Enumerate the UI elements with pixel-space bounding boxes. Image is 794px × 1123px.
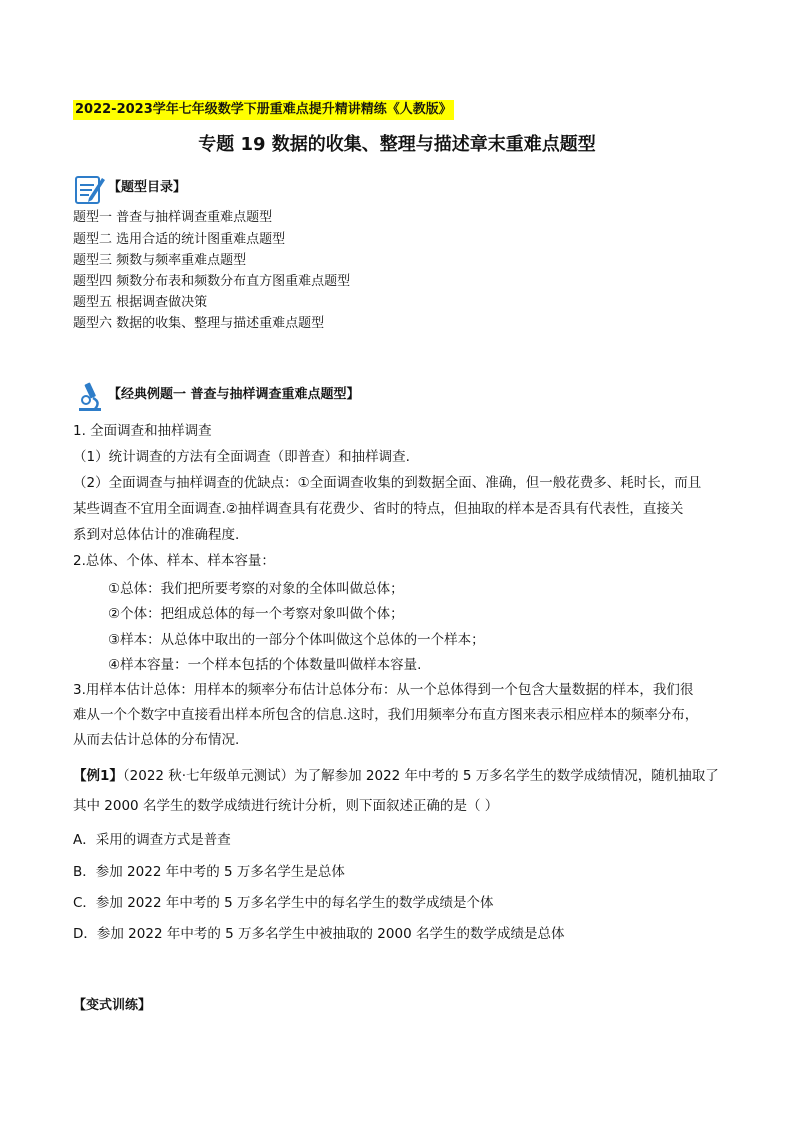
notebook-pen-icon — [73, 172, 107, 206]
toc-item: 题型三 频数与频率重难点题型 — [73, 253, 247, 268]
toc-item: 题型一 普查与抽样调查重难点题型 — [73, 210, 273, 225]
paragraph: 1. 全面调查和抽样调查 — [73, 423, 212, 439]
definition-item: ③样本：从总体中取出的一部分个体叫做这个总体的一个样本； — [108, 632, 485, 648]
example-section-heading: 【经典例题一 普查与抽样调查重难点题型】 — [108, 387, 360, 402]
example-label: 【例1】 — [73, 768, 123, 784]
document-title: 专题 19 数据的收集、整理与描述章末重难点题型 — [198, 134, 596, 155]
paragraph: （1）统计调查的方法有全面调查（即普查）和抽样调查. — [73, 449, 410, 465]
toc-heading: 【题型目录】 — [108, 180, 187, 195]
example-stem-line: （2022 秋·七年级单元测试）为了解参加 2022 年中考的 5 万多名学生的数学成绩情况，随机抽取了 — [122, 768, 719, 784]
example-question — [73, 762, 719, 790]
answer-option-d: D．参加 2022 年中考的 5 万多名学生中被抽取的 2000 名学生的数学成绩是总体 — [73, 926, 565, 942]
toc-item: 题型六 数据的收集、整理与描述重难点题型 — [73, 316, 325, 331]
paragraph: 2.总体、个体、样本、样本容量： — [73, 553, 275, 569]
variant-training-heading: 【变式训练】 — [73, 998, 152, 1013]
answer-option-b: B．参加 2022 年中考的 5 万多名学生是总体 — [73, 864, 345, 880]
paragraph: 难从一个个数字中直接看出样本所包含的信息.这时，我们用频率分布直方图来表示相应样本的频率分布， — [73, 707, 699, 723]
example-stem-line: 其中 2000 名学生的数学成绩进行统计分析，则下面叙述正确的是（ ） — [73, 798, 499, 814]
paragraph: 某些调查不宜用全面调查.②抽样调查具有花费少、省时的特点，但抽取的样本是否具有代表性，直接关 — [73, 501, 684, 517]
series-header-highlight: 2022-2023学年七年级数学下册重难点提升精讲精练《人教版》 — [73, 100, 454, 120]
answer-option-c: C．参加 2022 年中考的 5 万多名学生中的每名学生的数学成绩是个体 — [73, 895, 494, 911]
answer-option-a: A．采用的调查方式是普查 — [73, 832, 231, 848]
definition-item: ④样本容量：一个样本包括的个体数量叫做样本容量. — [108, 657, 422, 673]
paragraph: 系到对总体估计的准确程度. — [73, 527, 240, 543]
paragraph: 从而去估计总体的分布情况. — [73, 732, 240, 748]
definition-item: ②个体：把组成总体的每一个考察对象叫做个体； — [108, 606, 404, 622]
toc-item: 题型二 选用合适的统计图重难点题型 — [73, 232, 286, 247]
toc-item: 题型五 根据调查做决策 — [73, 295, 208, 310]
paragraph: 3.用样本估计总体：用样本的频率分布估计总体分布：从一个总体得到一个包含大量数据的样本，我们很 — [73, 682, 694, 698]
microscope-icon — [73, 380, 107, 414]
paragraph: （2）全面调查与抽样调查的优缺点：①全面调查收集的到数据全面、准确，但一般花费多、耗时长，而且 — [73, 475, 702, 491]
definition-item: ①总体：我们把所要考察的对象的全体叫做总体； — [108, 581, 404, 597]
toc-item: 题型四 频数分布表和频数分布直方图重难点题型 — [73, 274, 351, 289]
